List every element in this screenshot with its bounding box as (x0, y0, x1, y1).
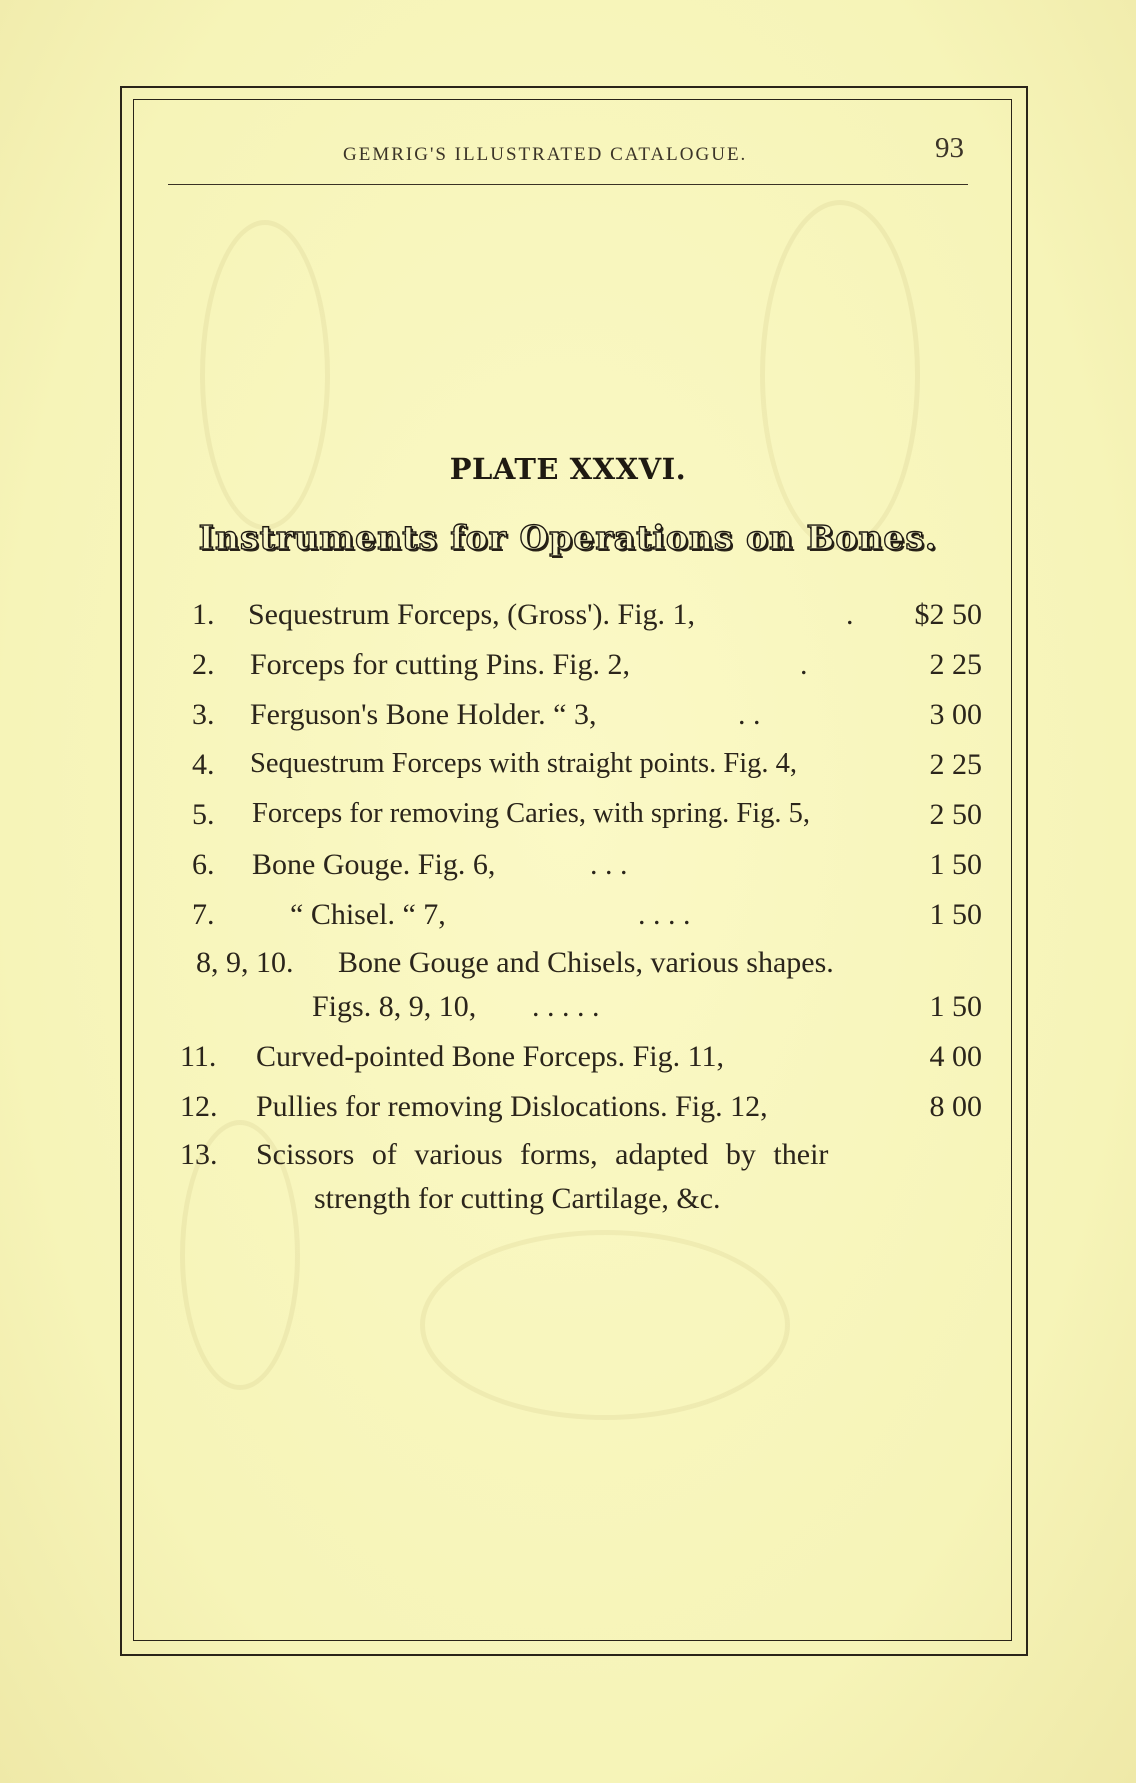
item-number: 11. (180, 1040, 217, 1073)
leader-dots: . (846, 598, 854, 631)
item-description: Sequestrum Forceps with straight points. Fig. 4, (250, 748, 798, 779)
item-description: Curved-pointed Bone Forceps. Fig. 11, (256, 1040, 725, 1073)
item-number: 12. (180, 1090, 218, 1123)
item-price: 4 00 (929, 1040, 982, 1073)
item-number: 4. (192, 748, 215, 781)
item-price: 2 50 (929, 798, 982, 831)
item-description: Pullies for removing Dislocations. Fig. 12, (256, 1090, 768, 1123)
item-number: 13. (180, 1138, 218, 1171)
item-description: Forceps for removing Caries, with spring. Fig. 5, (252, 798, 811, 829)
item-description: strength for cutting Cartilage, &c. (314, 1182, 721, 1215)
item-description: Forceps for cutting Pins. Fig. 2, (250, 648, 630, 681)
item-price: $2 50 (914, 598, 982, 631)
leader-dots: . . (738, 698, 761, 731)
section-title: Instruments for Operations on Bones. (198, 518, 938, 557)
leader-dots: . . . . . (532, 990, 600, 1023)
item-price: 1 50 (929, 898, 982, 931)
item-description: Scissors of various forms, adapted by their (256, 1138, 829, 1171)
leader-dots: . . . . (638, 898, 691, 931)
running-head: GEMRIG'S ILLUSTRATED CATALOGUE. (343, 144, 748, 165)
item-number: 8, 9, 10. (196, 946, 294, 979)
list-item (0, 748, 1136, 792)
list-item-continuation (0, 990, 1136, 1034)
list-item (0, 648, 1136, 692)
item-price: 3 00 (929, 698, 982, 731)
list-item-continuation (0, 1182, 1136, 1226)
item-description: Bone Gouge and Chisels, various shapes. (338, 946, 834, 979)
item-number: 6. (192, 848, 215, 881)
item-description: Sequestrum Forceps, (Gross'). Fig. 1, (248, 598, 696, 631)
list-item (0, 798, 1136, 842)
plate-title: PLATE XXXVI. (449, 452, 687, 486)
item-number: 3. (192, 698, 215, 731)
page-header (168, 122, 968, 185)
item-description: Bone Gouge. Fig. 6, (252, 848, 496, 881)
item-price: 2 25 (929, 648, 982, 681)
item-price: 1 50 (929, 990, 982, 1023)
item-description: Ferguson's Bone Holder. “ 3, (250, 698, 597, 731)
list-item (0, 598, 1136, 642)
list-item (0, 946, 1136, 990)
item-number: 7. (192, 898, 215, 931)
list-item (0, 1138, 1136, 1182)
list-item (0, 848, 1136, 892)
item-number: 2. (192, 648, 215, 681)
list-item (0, 898, 1136, 942)
page-number: 93 (935, 132, 964, 164)
item-description: Figs. 8, 9, 10, (312, 990, 477, 1023)
list-item (0, 1040, 1136, 1084)
leader-dots: . (800, 648, 808, 681)
item-number: 5. (192, 798, 215, 831)
item-price: 2 25 (929, 748, 982, 781)
leader-dots: . . . (590, 848, 628, 881)
list-item (0, 698, 1136, 742)
item-price: 8 00 (929, 1090, 982, 1123)
item-description: “ Chisel. “ 7, (290, 898, 446, 931)
item-number: 1. (192, 598, 215, 631)
list-item (0, 1090, 1136, 1134)
item-price: 1 50 (929, 848, 982, 881)
